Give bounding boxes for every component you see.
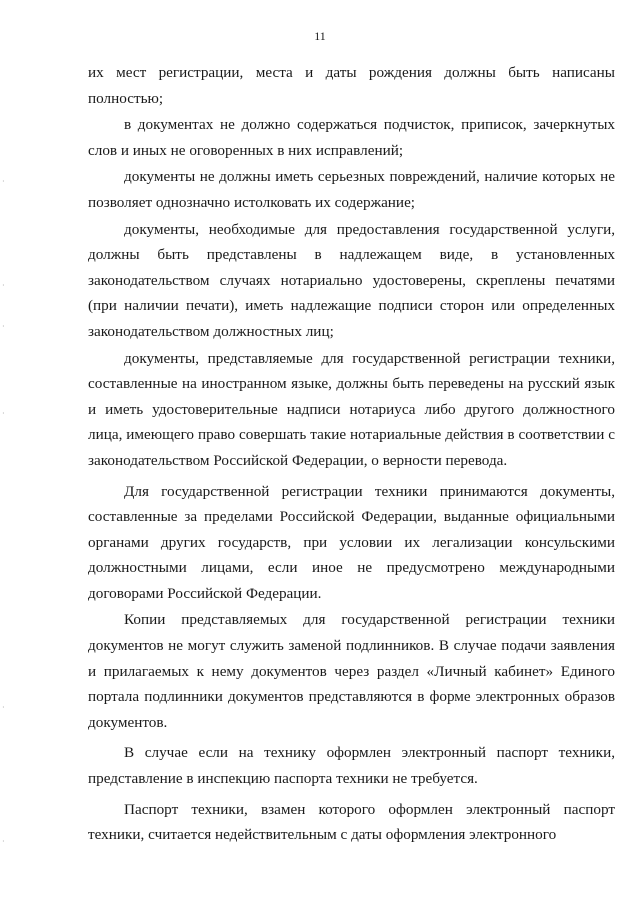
paragraph: документы, представляемые для государственной регистрации техники, составленные на иностранном языке, должны быть переведены на русский язык и иметь удостоверительные надписи нотариуса либо другого должностного лица, имеющего право совершать такие нотариальные действия в соответствии с законодательством Российской Федерации, о верности перевода. (88, 349, 615, 469)
paragraph-continuation: их мест регистрации, места и даты рождения должны быть написаны полностью; (88, 64, 615, 107)
scan-speck: · (2, 837, 5, 846)
page-number: 11 (314, 29, 326, 43)
paragraph: Копии представляемых для государственной регистрации техники документов не могут служить заменой подлинников. В случае подачи заявления и прилагаемых к нему документов через раздел «Личный кабинет» Единого портала подлинники документов представляются в форме электронных образов документов. (88, 611, 615, 731)
paragraph: в документах не должно содержаться подчисток, приписок, зачеркнутых слов и иных не оговоренных в них исправлений; (88, 116, 615, 159)
paragraph: документы не должны иметь серьезных повреждений, наличие которых не позволяет однозначно истолковать их содержание; (88, 168, 615, 211)
paragraph: документы, необходимые для предоставления государственной услуги, должны быть представлены в надлежащем виде, в установленных законодательством случаях нотариально удостоверены, скреплены печатями (при наличии печати), иметь надлежащие подписи сторон или определенных законодательством должностных лиц; (88, 220, 615, 340)
document-body (88, 60, 615, 848)
scan-speck: · (2, 322, 5, 331)
paragraph: Паспорт техники, взамен которого оформлен электронный паспорт техники, считается недействительным с даты оформления электронного (88, 800, 615, 844)
scan-speck: · (2, 703, 5, 712)
scan-speck: · (2, 177, 5, 186)
scan-speck: · (2, 281, 5, 290)
paragraph: Для государственной регистрации техники принимаются документы, составленные за пределами Российской Федерации, выданные официальными органами других государств, при условии их легализации консульскими должностными лицами, если иное не предусмотрено международными договорами Российской Федерации. (88, 482, 615, 602)
scan-speck: · (2, 409, 5, 418)
paragraph: В случае если на технику оформлен электронный паспорт техники, представление в инспекцию паспорта техники не требуется. (88, 744, 615, 788)
